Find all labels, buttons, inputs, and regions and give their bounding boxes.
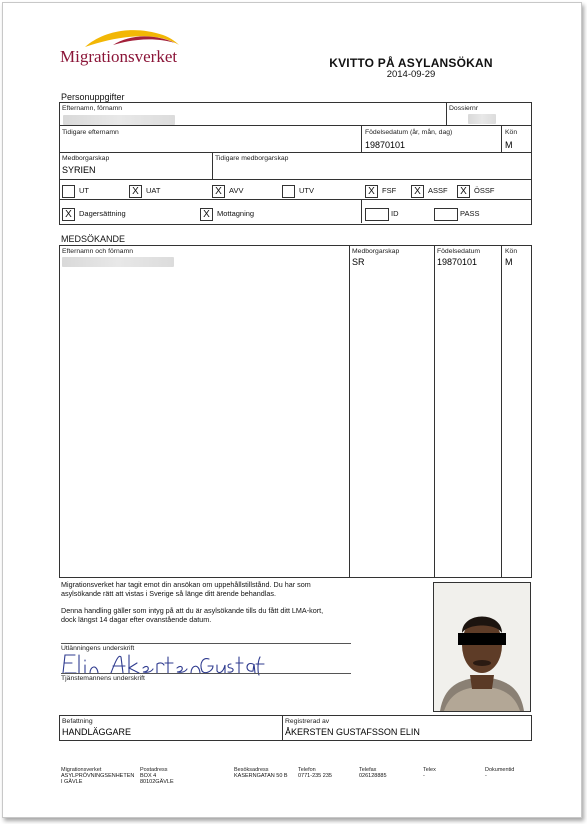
footer-telex-value: - bbox=[423, 773, 425, 779]
footer-agency-label: Migrationsverket bbox=[61, 767, 102, 773]
checkbox-utv bbox=[282, 185, 295, 198]
official-signature-label: Tjänstemannens underskrift bbox=[61, 675, 145, 682]
recipient-signature-label: Utlänningens underskrift bbox=[61, 645, 135, 652]
checkbox-fsf: X bbox=[365, 185, 378, 198]
previous-surname-label: Tidigare efternamn bbox=[62, 129, 119, 136]
gender-label: Kön bbox=[505, 129, 518, 136]
checkbox-ossf-label: ÖSSF bbox=[474, 186, 495, 195]
footer-document-id-value: - bbox=[485, 773, 487, 779]
migrationsverket-logo-arc bbox=[83, 25, 183, 49]
registered-by-value: ÅKERSTEN GUSTAFSSON ELIN bbox=[285, 727, 420, 737]
checkbox-ut bbox=[62, 185, 75, 198]
checkbox-assf: X bbox=[411, 185, 424, 198]
checkbox-avv-label: AVV bbox=[229, 186, 244, 195]
previous-citizenship-label: Tidigare medborgarskap bbox=[215, 155, 289, 162]
co-applicant-citizenship-value: SR bbox=[352, 257, 365, 267]
redacted-co-applicant-name bbox=[62, 257, 174, 267]
document-date: 2014-09-29 bbox=[386, 69, 436, 80]
footer-agency-value: ASYLPRÖVNINGSENHETEN I GÄVLE bbox=[61, 773, 135, 786]
checkbox-id bbox=[365, 208, 389, 221]
section-title-personal: Personuppgifter bbox=[61, 92, 125, 102]
birthdate-value: 19870101 bbox=[365, 140, 406, 150]
checkbox-mottagning-label: Mottagning bbox=[217, 209, 255, 218]
co-applicant-gender-header: Kön bbox=[505, 248, 518, 255]
footer-document-id-label: Dokumentid bbox=[485, 767, 515, 773]
co-applicant-name-header: Efternamn och förnamn bbox=[62, 248, 134, 255]
position-label: Befattning bbox=[62, 718, 93, 725]
checkbox-fsf-label: FSF bbox=[382, 186, 397, 195]
notice-paragraph-2: Denna handling gäller som intyg på att du är asylsökande tills du fått ditt LMA-kort, bbox=[61, 606, 324, 615]
gender-value: M bbox=[505, 140, 513, 150]
footer-telex-label: Telex bbox=[423, 767, 436, 773]
redacted-name bbox=[63, 115, 175, 125]
notice-paragraph-1: Migrationsverket har tagit emot din ansökan om uppehållstillstånd. Du har som bbox=[61, 580, 311, 589]
checkbox-avv: X bbox=[212, 185, 225, 198]
dossier-label: Dossiernr bbox=[449, 105, 479, 112]
checkbox-id-label: ID bbox=[391, 209, 399, 218]
surname-firstname-label: Efternamn, förnamn bbox=[62, 105, 123, 112]
checkbox-ossf: X bbox=[457, 185, 470, 198]
co-applicant-gender-value: M bbox=[505, 257, 513, 267]
footer-phone-value: 0771-235 235 bbox=[298, 773, 332, 779]
citizenship-value: SYRIEN bbox=[62, 165, 96, 175]
footer-phone-label: Telefon bbox=[298, 767, 316, 773]
footer-postal-value: BOX 4 80102GÄVLE bbox=[140, 773, 174, 786]
checkbox-assf-label: ASSF bbox=[428, 186, 448, 195]
footer-fax-value: 026128885 bbox=[359, 773, 387, 779]
section-title-co-applicants: MEDSÖKANDE bbox=[61, 234, 126, 244]
applicant-photo bbox=[433, 582, 531, 712]
checkbox-dagersattning: X bbox=[62, 208, 75, 221]
registered-by-label: Registrerad av bbox=[285, 718, 330, 725]
document-title: KVITTO PÅ ASYLANSÖKAN bbox=[329, 56, 493, 70]
checkbox-dagersattning-label: Dagersättning bbox=[79, 209, 126, 218]
checkbox-mottagning: X bbox=[200, 208, 213, 221]
redacted-dossier-number bbox=[468, 114, 496, 124]
checkbox-ut-label: UT bbox=[79, 186, 89, 195]
footer-postal-label: Postadress bbox=[140, 767, 168, 773]
checkbox-uat-label: UAT bbox=[146, 186, 161, 195]
co-applicant-birthdate-value: 19870101 bbox=[437, 257, 478, 267]
receipt-page bbox=[2, 2, 582, 818]
citizenship-label: Medborgarskap bbox=[62, 155, 110, 162]
birthdate-label: Födelsedatum (år, mån, dag) bbox=[365, 129, 453, 136]
checkbox-pass-label: PASS bbox=[460, 209, 480, 218]
checkbox-uat: X bbox=[129, 185, 142, 198]
checkbox-utv-label: UTV bbox=[299, 186, 314, 195]
notice-paragraph-1b: asylsökande rätt att vistas i Sverige så länge ditt ärende behandlas. bbox=[61, 589, 276, 598]
position-value: HANDLÄGGARE bbox=[62, 727, 132, 737]
footer-fax-label: Telefax bbox=[359, 767, 377, 773]
co-applicant-birthdate-header: Födelsedatum bbox=[437, 248, 481, 255]
co-applicants-table bbox=[59, 245, 532, 578]
checkbox-pass bbox=[434, 208, 458, 221]
footer-visiting-label: Besöksadress bbox=[234, 767, 269, 773]
footer-visiting-value: KASERNGATAN 50 B bbox=[234, 773, 288, 779]
logo-wordmark: Migrationsverket bbox=[60, 47, 178, 66]
co-applicant-citizenship-header: Medborgarskap bbox=[352, 248, 400, 255]
notice-paragraph-2b: dock längst 14 dagar efter ovanstående datum. bbox=[61, 615, 212, 624]
